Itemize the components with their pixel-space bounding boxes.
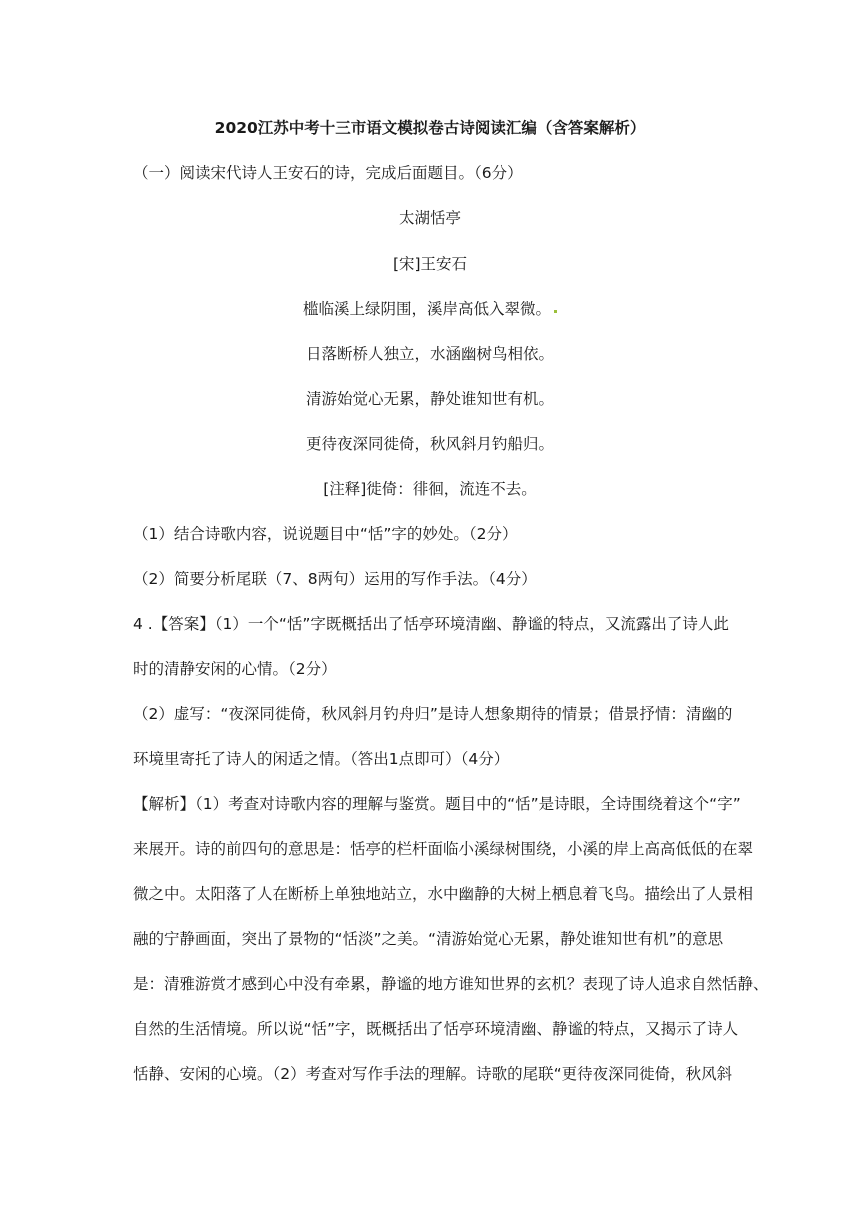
poem-note: [注释]徙倚：徘徊，流连不去。: [323, 480, 537, 498]
analysis-line-4: 融的宁静画面，突出了景物的“恬淡”之美。“清游始觉心无累，静处谁知世有机”的意思: [133, 930, 724, 948]
question-2: （2）简要分析尾联（7、8两句）运用的写作手法。（4分）: [133, 570, 537, 588]
section-intro: （一）阅读宋代诗人王安石的诗，完成后面题目。（6分）: [133, 164, 523, 182]
poem-line-2: 日落断桥人独立，水涵幽树鸟相依。: [305, 345, 554, 363]
poem-title: 太湖恬亭: [398, 209, 461, 227]
analysis-line-5: 是：清雅游赏才感到心中没有牵累，静谧的地方谁知世界的玄机？表现了诗人追求自然恬静、: [133, 975, 769, 993]
question-1: （1）结合诗歌内容，说说题目中“恬”字的妙处。（2分）: [133, 525, 518, 543]
poem-line-3: 清游始觉心无累，静处谁知世有机。: [305, 390, 554, 408]
answer-line-2: 时的清静安闲的心情。（2分）: [133, 660, 337, 678]
answer-line-4: 环境里寄托了诗人的闲适之情。（答出1点即可）（4分）: [133, 750, 510, 768]
analysis-line-3: 微之中。太阳落了人在断桥上单独地站立，水中幽静的大树上栖息着飞鸟。描绘出了人景相: [133, 885, 754, 903]
document-title: 2020江苏中考十三市语文模拟卷古诗阅读汇编（含答案解析）: [214, 119, 646, 137]
poem-author: [宋]王安石: [392, 255, 468, 273]
answer-line-1: 4 .【答案】（1）一个“恬”字既概括出了恬亭环境清幽、静谧的特点，又流露出了诗人此: [133, 615, 729, 633]
analysis-line-6: 自然的生活情境。所以说“恬”字，既概括出了恬亭环境清幽、静谧的特点，又揭示了诗人: [133, 1020, 739, 1038]
analysis-line-7: 恬静、安闲的心境。（2）考查对写作手法的理解。诗歌的尾联“更待夜深同徙倚，秋风斜: [133, 1065, 733, 1083]
answer-line-3: （2）虚写：“夜深同徙倚，秋风斜月钓舟归”是诗人想象期待的情景；借景抒情：清幽的: [133, 705, 733, 723]
analysis-line-2: 来展开。诗的前四句的意思是：恬亭的栏杆面临小溪绿树围绕，小溪的岸上高高低低的在翠: [133, 840, 754, 858]
analysis-line-1: 【解析】（1）考查对诗歌内容的理解与鉴赏。题目中的“恬”是诗眼，全诗围绕着这个“字”: [133, 795, 741, 813]
green-mark: [554, 310, 557, 313]
poem-line-1-text: 槛临溪上绿阴围，溪岸高低入翠微。: [302, 300, 551, 318]
poem-line-1: [130, 299, 730, 319]
poem-line-4: 更待夜深同徙倚，秋风斜月钓船归。: [305, 435, 554, 453]
